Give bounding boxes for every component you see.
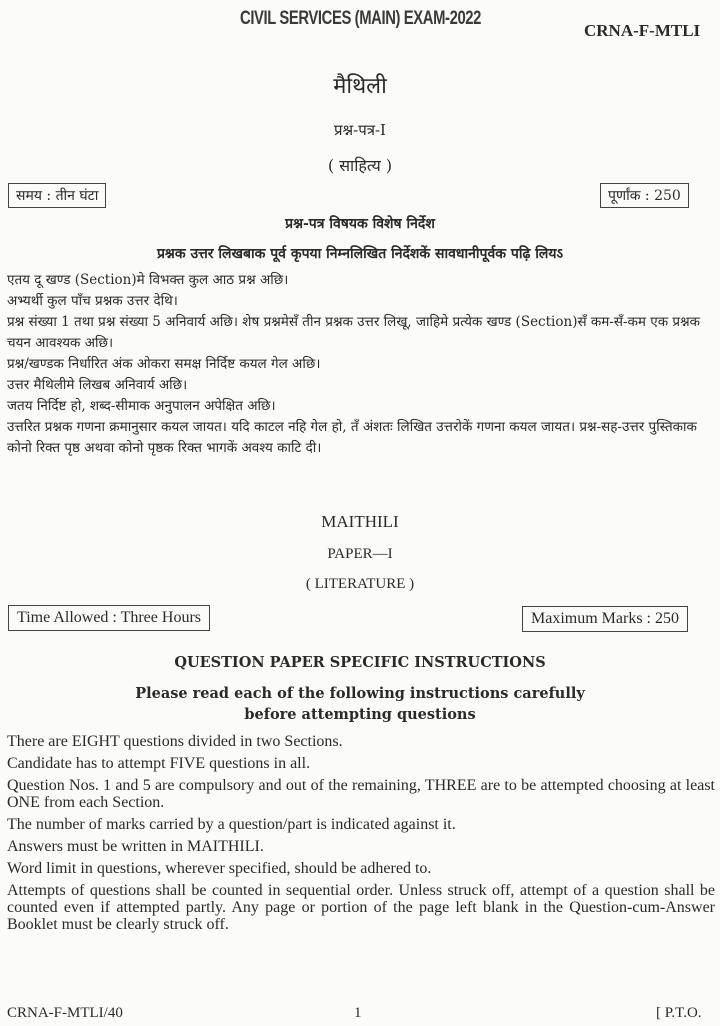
english-instructions-list	[7, 733, 715, 938]
hindi-instruction: उत्तर मैथिलीमे लिखब अनिवार्य अछि।	[7, 377, 188, 393]
paper-code: CRNA-F-MTLI	[584, 21, 701, 40]
hindi-time-box: समय : तीन घंटा	[8, 183, 106, 208]
english-time-box: Time Allowed : Three Hours	[8, 605, 210, 631]
english-instruction: Attempts of questions shall be counted in sequential order. Unless struck off, attempt of a question shall be counted even if attempted partly. Any page or portion of the page left blank in the Question-cum-Answer Booklet must be clearly struck off.	[7, 882, 715, 933]
exam-title: CIVIL SERVICES (MAIN) EXAM-2022	[240, 8, 482, 29]
hindi-section-name: ( साहित्य )	[327, 156, 393, 175]
hindi-instruction: अभ्यर्थी कुल पाँच प्रश्नक उत्तर देथि।	[7, 293, 178, 309]
english-instructions-subheading	[0, 683, 720, 725]
english-section-name: ( LITERATURE )	[305, 576, 415, 592]
hindi-instruction: उत्तरित प्रश्नक गणना क्रमानुसार कयल जायत। यदि काटल नहि गेल हो, तँ अंशतः लिखित उत्तरोकें गणना कयल जायत। प्रश्न-सह-उत्तर पुस्तिकाक कोनो रिक्त पृष्ठ अथवा कोनो पृष्ठक रिक्त भागकें अवश्य काटि दी।	[7, 419, 697, 456]
hindi-instruction: एतय दू खण्ड (Section)मे विभक्त कुल आठ प्रश्न अछि।	[7, 272, 289, 288]
english-instruction: There are EIGHT questions divided in two Sections.	[7, 733, 343, 750]
english-instruction: Word limit in questions, wherever specified, should be adhered to.	[7, 860, 432, 877]
footer-paper-code: CRNA-F-MTLI/40	[7, 1005, 123, 1021]
english-instruction: Candidate has to attempt FIVE questions in all.	[7, 755, 311, 772]
hindi-instruction: प्रश्न संख्या 1 तथा प्रश्न संख्या 5 अनिवार्य अछि। शेष प्रश्नमेसँ तीन प्रश्नक उत्तर लिखू, जाहिमे प्रत्येक खण्ड (Section)सँ कम-सँ-कम एक प्रश्नक चयन आवश्यक अछि।	[7, 314, 701, 351]
subheading-line: before attempting questions	[244, 706, 476, 723]
footer-page-number: 1	[354, 1005, 362, 1021]
english-marks-box: Maximum Marks : 250	[522, 606, 688, 632]
english-instruction: The number of marks carried by a question/part is indicated against it.	[7, 816, 456, 833]
english-instructions-heading: QUESTION PAPER SPECIFIC INSTRUCTIONS	[174, 654, 546, 671]
hindi-instruction: जतय निर्दिष्ट हो, शब्द-सीमाक अनुपालन अपेक्षित अछि।	[7, 398, 276, 414]
hindi-subject-title: मैथिली	[333, 74, 387, 99]
english-paper-number: PAPER—I	[327, 546, 393, 562]
hindi-instructions-heading: प्रश्न-पत्र विषयक विशेष निर्देश	[285, 216, 435, 232]
hindi-instructions-list	[7, 270, 713, 459]
hindi-marks-box: पूर्णांक : 250	[600, 183, 689, 208]
hindi-instruction: प्रश्न/खण्डक निर्धारित अंक ओकरा समक्ष निर्दिष्ट कयल गेल अछि।	[7, 356, 321, 372]
hindi-instructions-subheading: प्रश्नक उत्तर लिखबाक पूर्व कृपया निम्नलिखित निर्देशकें सावधानीपूर्वक पढ़ि लियऽ	[156, 246, 564, 262]
english-instruction: Answers must be written in MAITHILI.	[7, 838, 264, 855]
english-instruction: Question Nos. 1 and 5 are compulsory and out of the remaining, THREE are to be attempted choosing at least ONE from each Section.	[7, 777, 715, 811]
subheading-line: Please read each of the following instructions carefully	[135, 685, 585, 702]
english-subject-title: MAITHILI	[321, 512, 399, 531]
footer-pto: [ P.T.O.	[656, 1005, 702, 1021]
hindi-paper-number: प्रश्न-पत्र-I	[333, 121, 386, 139]
